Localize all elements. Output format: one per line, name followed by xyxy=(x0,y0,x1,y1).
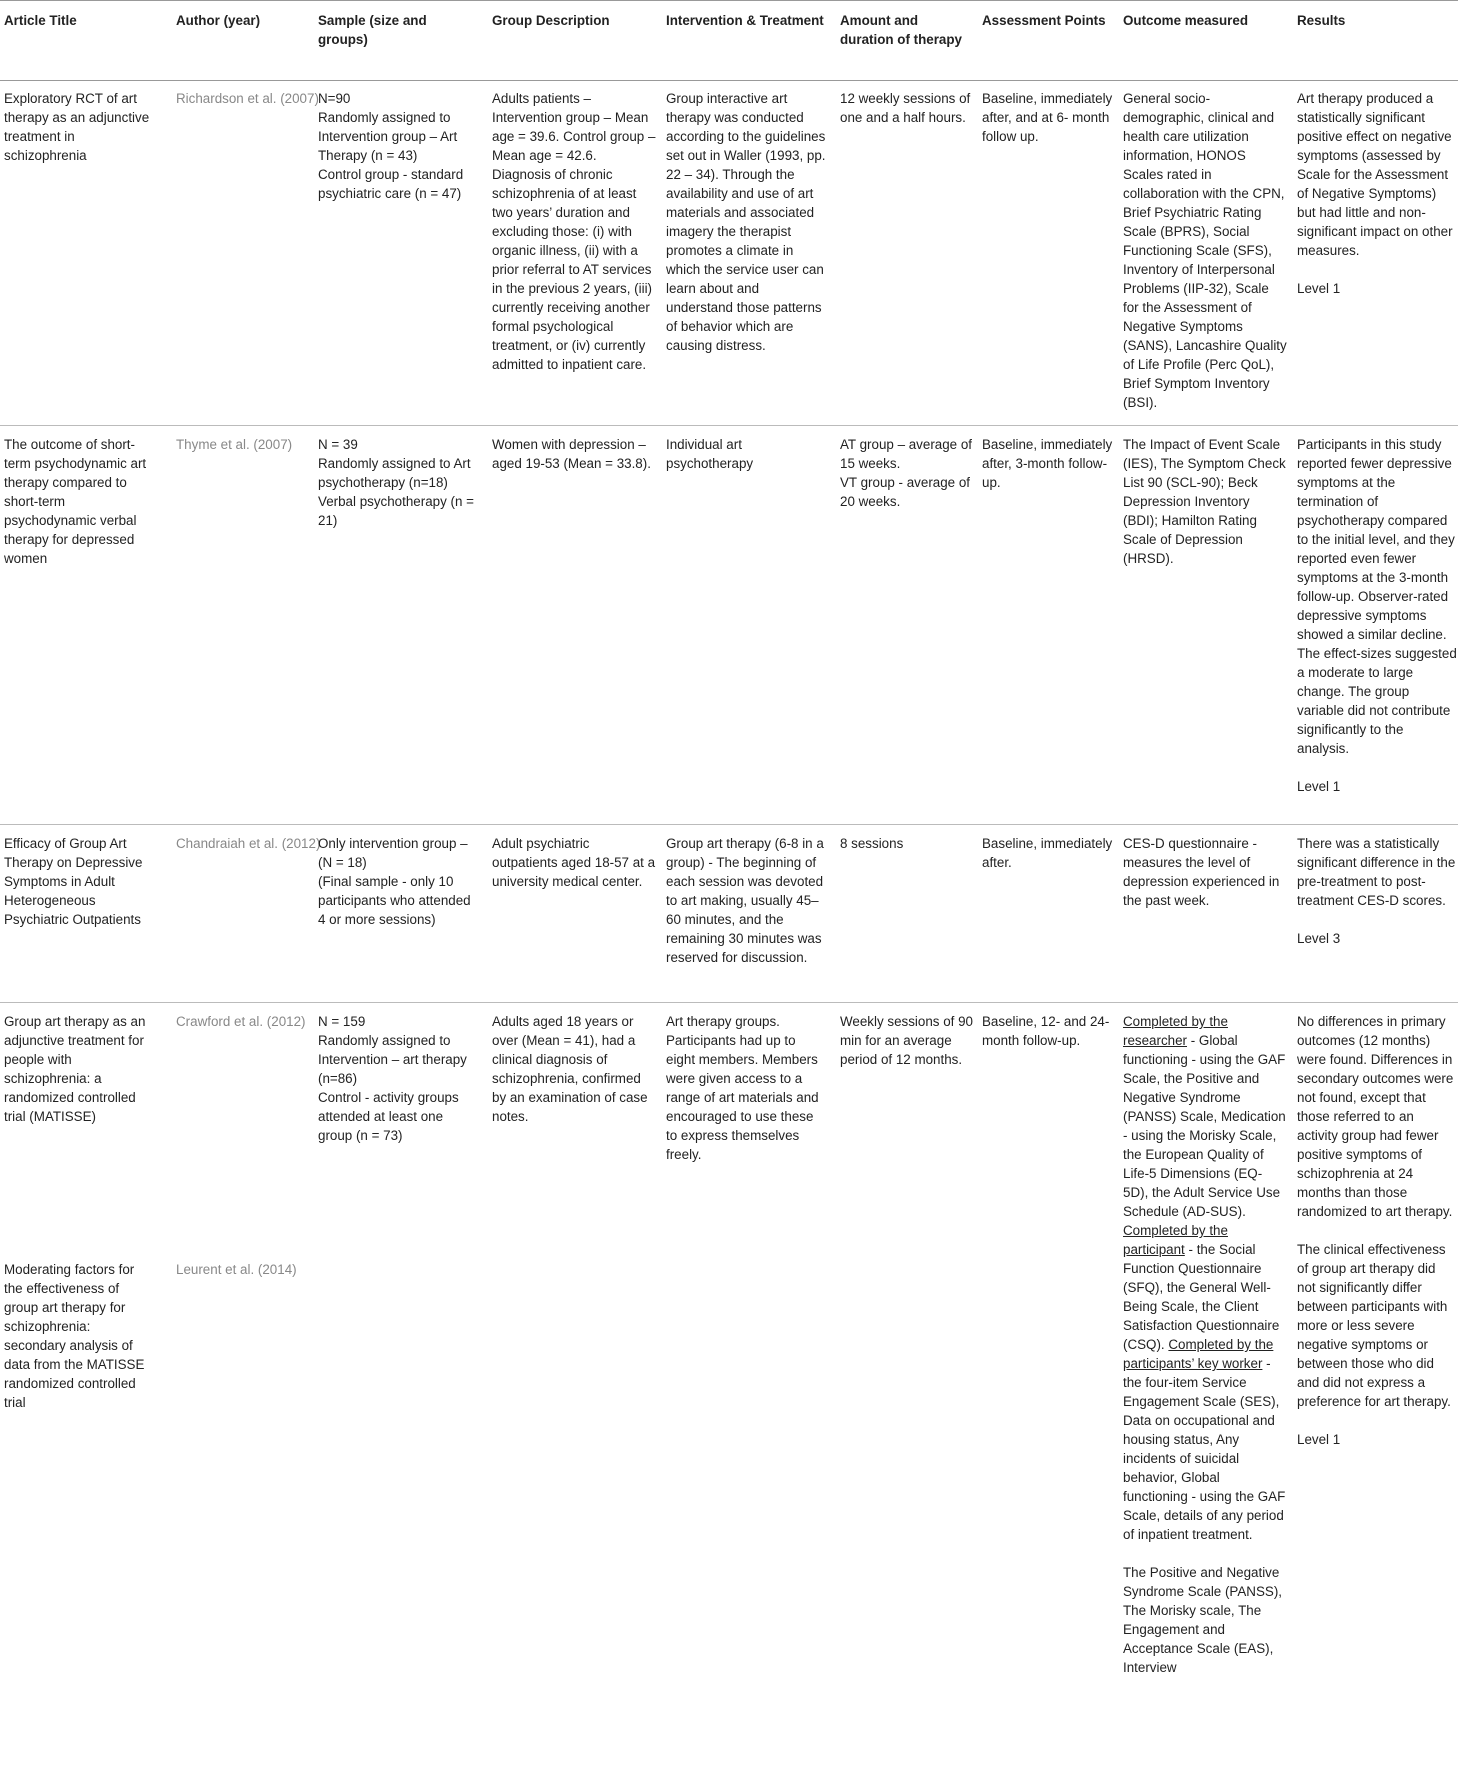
sample-line: Verbal psychotherapy (n = 21) xyxy=(318,494,474,528)
sample-line: N=90 xyxy=(318,91,351,106)
results-text-secondary: The clinical effectiveness of group art therapy did not significantly differ between participants with more or less severe negative symptoms or between those who did and did not express a preference for art therapy. xyxy=(1297,1242,1451,1409)
sample-cell xyxy=(318,834,478,929)
outcome-keyworker-label: Completed by the participants’ key worker xyxy=(1123,1337,1274,1371)
results-text: No differences in primary outcomes (12 months) were found. Differences in secondary outcomes were not found, except that those referred to an activity group had fewer positive symptoms of schizophrenia at 24 months than those randomized to art therapy. xyxy=(1297,1014,1454,1219)
header-sample: Sample (size and groups) xyxy=(318,13,427,47)
sample-line: Randomly assigned to Intervention – art therapy (n=86) xyxy=(318,1033,467,1086)
header-article-title: Article Title xyxy=(4,13,77,28)
outcome-measured: CES-D questionnaire - measures the level of depression experienced in the past week. xyxy=(1123,836,1280,908)
header-author: Author (year) xyxy=(176,13,261,28)
amount-duration: 12 weekly sessions of one and a half hours. xyxy=(840,91,971,125)
outcome-participant-label: Completed by the participant xyxy=(1123,1223,1228,1257)
results-cell xyxy=(1297,834,1457,948)
outcome-keyworker-text: - the four-item Service Engagement Scale (SES), Data on occupational and housing status, Any incidents of suicidal behavior, Global functioning - using the GAF Scale, details of any period of inpatient treatment. xyxy=(1123,1356,1286,1542)
group-description: Women with depression – aged 19-53 (Mean = 33.8). xyxy=(492,437,651,471)
outcome-measured: General socio-demographic, clinical and health care utilization information, HONOS Scales rated in collaboration with the CPN, Brief Psychiatric Rating Scale (BPRS), Social Functioning Scale (SFS), Inventory of Interpersonal Problems (IIP-32), Scale for the Assessment of Negative Symptoms (SANS), Lancashire Quality of Life Profile (Perc QoL), Brief Symptom Inventory (BSI). xyxy=(1123,91,1287,410)
evidence-level: Level 1 xyxy=(1297,779,1341,794)
intervention: Art therapy groups. Participants had up to eight members. Members were given access to a range of art materials and encouraged to use these to express themselves freely. xyxy=(666,1014,819,1162)
results-text: There was a statistically significant difference in the pre-treatment to post-treatment CES-D scores. xyxy=(1297,836,1456,908)
group-description: Adult psychiatric outpatients aged 18-57 at a university medical center. xyxy=(492,836,656,889)
intervention: Group art therapy (6-8 in a group) - The beginning of each session was devoted to art making, usually 45–60 minutes, and the remaining 30 minutes was reserved for discussion. xyxy=(666,836,824,965)
article-title: Group art therapy as an adjunctive treatment for people with schizophrenia: a randomized controlled trial (MATISSE) xyxy=(4,1014,146,1124)
outcome-researcher-text: - Global functioning - using the GAF Scale, the Positive and Negative Syndrome (PANSS) Scale, Medication - using the Morisky Scale, the European Quality of Life-5 Dimensions (EQ-5D), the Adult Service Use Schedule (AD-SUS). xyxy=(1123,1033,1286,1219)
results-text: Art therapy produced a statistically significant positive effect on negative symptoms (assessed by Scale for the Assessment of Negative Symptoms) but had little and non-significant impact on other measures. xyxy=(1297,91,1453,258)
outcome-measured: The Impact of Event Scale (IES), The Symptom Check List 90 (SCL-90); Beck Depression Inventory (BDI); Hamilton Rating Scale of Depression (HRSD). xyxy=(1123,437,1286,566)
article-title-secondary: Moderating factors for the effectiveness of group art therapy for schizophrenia: secondary analysis of data from the MATISSE randomized controlled trial xyxy=(4,1262,145,1410)
author-year: Chandraiah et al. (2012) xyxy=(176,836,321,851)
outcome-block xyxy=(1123,1012,1287,1544)
outcome-researcher-label: Completed by the researcher xyxy=(1123,1014,1228,1048)
sample-line: Randomly assigned to Art psychotherapy (n=18) xyxy=(318,456,471,490)
intervention: Individual art psychotherapy xyxy=(666,437,754,471)
assessment-points: Baseline, immediately after. xyxy=(982,836,1113,870)
evidence-level: Level 1 xyxy=(1297,1432,1341,1447)
amount-line: VT group - average of 20 weeks. xyxy=(840,475,971,509)
header-amount-duration: Amount and duration of therapy xyxy=(840,13,963,47)
author-year: Richardson et al. (2007) xyxy=(176,91,319,106)
sample-line: Control group - standard psychiatric care (n = 47) xyxy=(318,167,464,201)
table-row xyxy=(0,1002,1458,1775)
results-cell xyxy=(1297,435,1457,796)
results-cell xyxy=(1297,1012,1457,1449)
amount-duration: Weekly sessions of 90 min for an average period of 12 months. xyxy=(840,1014,973,1067)
group-description: Adults patients – Intervention group – Mean age = 39.6. Control group – Mean age = 42.6. Diagnosis of chronic schizophrenia of at least two years’ duration and excluding those: (i) with organic illness, (ii) with a prior referral to AT services in the previous 2 years, (iii) currently receiving another formal psychological treatment, or (iv) currently admitted to inpatient care. xyxy=(492,91,656,372)
header-outcome-measured: Outcome measured xyxy=(1123,13,1249,28)
author-year: Thyme et al. (2007) xyxy=(176,437,293,452)
group-description: Adults aged 18 years or over (Mean = 41), had a clinical diagnosis of schizophrenia, confirmed by an examination of case notes. xyxy=(492,1014,648,1124)
outcome-measured xyxy=(1123,1012,1287,1677)
article-title: The outcome of short-term psychodynamic art therapy compared to short-term psychodynamic verbal therapy for depressed women xyxy=(4,437,147,566)
sample-cell xyxy=(318,89,478,203)
evidence-level: Level 3 xyxy=(1297,931,1341,946)
sample-cell xyxy=(318,435,478,530)
sample-line: N = 159 xyxy=(318,1014,366,1029)
header-assessment-points: Assessment Points xyxy=(982,13,1106,28)
sample-line: Only intervention group – (N = 18) xyxy=(318,836,468,870)
outcome-participant-text: - the Social Function Questionnaire (SFQ), the General Well-Being Scale, the Client Satisfaction Questionnaire (CSQ). xyxy=(1123,1242,1280,1352)
author-year: Crawford et al. (2012) xyxy=(176,1014,306,1029)
amount-line: AT group – average of 15 weeks. xyxy=(840,437,973,471)
sample-line: Control - activity groups attended at least one group (n = 73) xyxy=(318,1090,459,1143)
results-text: Participants in this study reported fewer depressive symptoms at the termination of psychotherapy compared to the initial level, and they reported even fewer symptoms at the 3-month follow-up. Observer-rated depressive symptoms showed a similar decline. The effect-sizes suggested a moderate to large change. The group variable did not contribute significantly to the analysis. xyxy=(1297,437,1457,756)
intervention: Group interactive art therapy was conducted according to the guidelines set out in Waller (1993, pp. 22 – 34). Through the availability and use of art materials and associated imagery the therapist promotes a climate in which the service user can learn about and understand those patterns of behavior which are causing distress. xyxy=(666,91,826,353)
table-header xyxy=(0,0,1458,81)
article-title: Exploratory RCT of art therapy as an adjunctive treatment in schizophrenia xyxy=(4,91,150,163)
sample-cell xyxy=(318,1012,478,1145)
assessment-points: Baseline, immediately after, and at 6- month follow up. xyxy=(982,91,1113,144)
table-row xyxy=(0,79,1458,425)
assessment-points: Baseline, immediately after, 3-month follow-up. xyxy=(982,437,1113,490)
sample-line: (Final sample - only 10 participants who attended 4 or more sessions) xyxy=(318,874,471,927)
evidence-level: Level 1 xyxy=(1297,281,1341,296)
article-title: Efficacy of Group Art Therapy on Depressive Symptoms in Adult Heterogeneous Psychiatric Outpatients xyxy=(4,836,143,927)
table-row xyxy=(0,425,1458,824)
amount-duration xyxy=(840,435,975,511)
amount-duration: 8 sessions xyxy=(840,836,904,851)
outcome-block-secondary: The Positive and Negative Syndrome Scale (PANSS), The Morisky scale, The Engagement and Acceptance Scale (EAS), Interview xyxy=(1123,1565,1283,1675)
results-cell xyxy=(1297,89,1457,298)
table-row xyxy=(0,824,1458,1002)
author-year-secondary: Leurent et al. (2014) xyxy=(176,1262,297,1277)
assessment-points: Baseline, 12- and 24- month follow-up. xyxy=(982,1014,1110,1048)
sample-line: N = 39 xyxy=(318,437,358,452)
header-group-description: Group Description xyxy=(492,13,610,28)
sample-line: Randomly assigned to Intervention group – Art Therapy (n = 43) xyxy=(318,110,458,163)
header-results: Results xyxy=(1297,13,1346,28)
header-intervention: Intervention & Treatment xyxy=(666,13,824,28)
